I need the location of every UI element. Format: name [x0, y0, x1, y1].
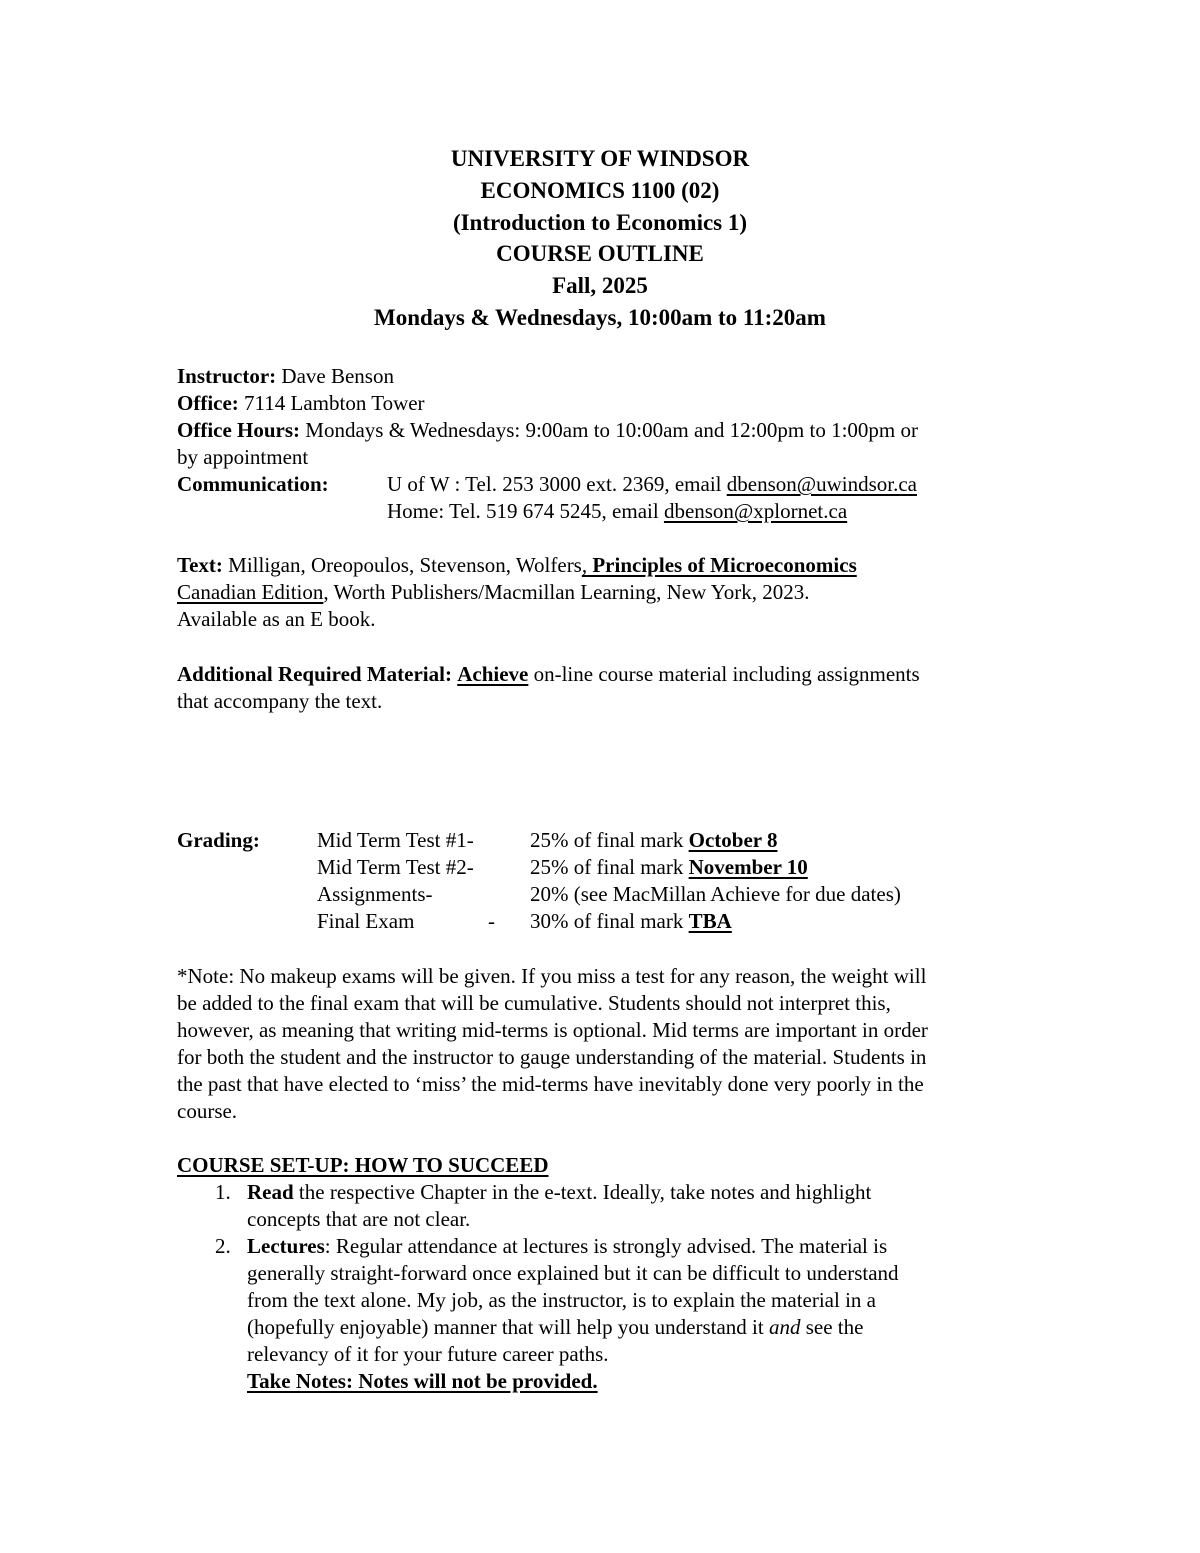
- text-comma: ,: [581, 553, 588, 577]
- grading-final-dash: -: [488, 909, 495, 933]
- grading-value-midterm1: 25% of final mark October 8: [530, 828, 778, 852]
- instructor-name: Dave Benson: [276, 364, 394, 388]
- text-line: [177, 552, 857, 579]
- office-hours-value: Mondays & Wednesdays: 9:00am to 10:00am and 12:00pm to 1:00pm or: [300, 418, 918, 442]
- take-notes-warning: Take Notes: Notes will not be provided.: [247, 1369, 598, 1393]
- university-title: UNIVERSITY OF WINDSOR: [450, 146, 750, 171]
- midterm1-date: October 8: [688, 828, 778, 852]
- xplornet-email-link[interactable]: dbenson@xplornet.ca: [663, 499, 848, 523]
- setup-item-1-number: 1.: [215, 1180, 231, 1204]
- setup-heading: COURSE SET-UP: HOW TO SUCCEED: [177, 1153, 549, 1177]
- office-hours-continued: by appointment: [177, 445, 309, 469]
- grading-value-assignments: 20% (see MacMillan Achieve for due dates): [530, 882, 901, 906]
- setup-item-2-line-5: relevancy of it for your future career paths.: [247, 1342, 609, 1366]
- additional-material-continued: that accompany the text.: [177, 689, 383, 713]
- setup-item-1-line-2: concepts that are not clear.: [247, 1207, 471, 1231]
- home-phone: Home: Tel. 519 674 5245, email: [387, 499, 664, 523]
- lectures-label: Lectures: [247, 1234, 325, 1258]
- communication-uofw: [387, 471, 917, 498]
- midterm2-date: November 10: [688, 855, 808, 879]
- text-edition: Canadian Edition: [177, 580, 324, 604]
- communication-home: [387, 498, 847, 525]
- note-line-1: *Note: No makeup exams will be given. If you miss a test for any reason, the weight will: [177, 964, 927, 988]
- text-availability: Available as an E book.: [177, 607, 376, 631]
- additional-desc: on-line course material including assignments: [528, 662, 920, 686]
- read-label: Read: [247, 1180, 294, 1204]
- note-line-4: for both the student and the instructor to gauge understanding of the material. Students in: [177, 1045, 927, 1069]
- document-type: COURSE OUTLINE: [496, 241, 704, 266]
- office-label: Office:: [177, 391, 239, 415]
- grading-value-midterm2: 25% of final mark November 10: [530, 855, 808, 879]
- term: Fall, 2025: [552, 273, 648, 298]
- note-line-2: be added to the final exam that will be cumulative. Students should not interpret this,: [177, 991, 891, 1015]
- setup-item-2-line-4: (hopefully enjoyable) manner that will help you understand it and see the: [247, 1315, 864, 1339]
- grading-label: Grading:: [177, 828, 260, 852]
- grading-value-final: 30% of final mark TBA: [530, 909, 732, 933]
- setup-item-2-line-2: generally straight-forward once explained but it can be difficult to understand: [247, 1261, 899, 1285]
- additional-label: Additional Required Material:: [177, 662, 452, 686]
- text-authors: Milligan, Oreopoulos, Stevenson, Wolfers: [222, 553, 582, 577]
- grading-item-midterm1: Mid Term Test #1-: [317, 828, 474, 852]
- text-edition-line: [177, 579, 810, 606]
- office-hours-line: [177, 417, 918, 444]
- course-name: (Introduction to Economics 1): [452, 210, 748, 235]
- achieve-name: Achieve: [457, 662, 529, 686]
- setup-item-2-number: 2.: [215, 1234, 231, 1258]
- instructor-line: [177, 363, 394, 390]
- uwindsor-email-link[interactable]: dbenson@uwindsor.ca: [726, 472, 917, 496]
- office-line: [177, 390, 425, 417]
- communication-label: Communication:: [177, 472, 329, 496]
- note-line-5: the past that have elected to ‘miss’ the mid-terms have inevitably done very poorly in the: [177, 1072, 924, 1096]
- setup-item-2-line-1: Lectures: Regular attendance at lectures is strongly advised. The material is: [247, 1234, 888, 1258]
- note-line-6: course.: [177, 1099, 238, 1123]
- instructor-label: Instructor:: [177, 364, 277, 388]
- uofw-phone: U of W : Tel. 253 3000 ext. 2369, email: [387, 472, 727, 496]
- course-code: ECONOMICS 1100 (02): [480, 178, 720, 203]
- class-schedule: Mondays & Wednesdays, 10:00am to 11:20am: [374, 305, 826, 330]
- note-line-3: however, as meaning that writing mid-terms is optional. Mid terms are important in order: [177, 1018, 928, 1042]
- grading-item-final: Final Exam: [317, 909, 415, 933]
- text-publisher: , Worth Publishers/Macmillan Learning, New York, 2023.: [323, 580, 810, 604]
- office-value: 7114 Lambton Tower: [238, 391, 425, 415]
- grading-item-assignments: Assignments-: [317, 882, 433, 906]
- final-exam-date: TBA: [688, 909, 732, 933]
- setup-item-2-line-3: from the text alone. My job, as the instructor, is to explain the material in a: [247, 1288, 876, 1312]
- additional-material-line: [177, 661, 920, 688]
- text-label: Text:: [177, 553, 223, 577]
- text-title: Principles of Microeconomics: [587, 553, 857, 577]
- office-hours-label: Office Hours:: [177, 418, 301, 442]
- grading-item-midterm2: Mid Term Test #2-: [317, 855, 474, 879]
- setup-item-1-line-1: Read the respective Chapter in the e-text. Ideally, take notes and highlight: [247, 1180, 872, 1204]
- communication-label-line: [177, 471, 329, 498]
